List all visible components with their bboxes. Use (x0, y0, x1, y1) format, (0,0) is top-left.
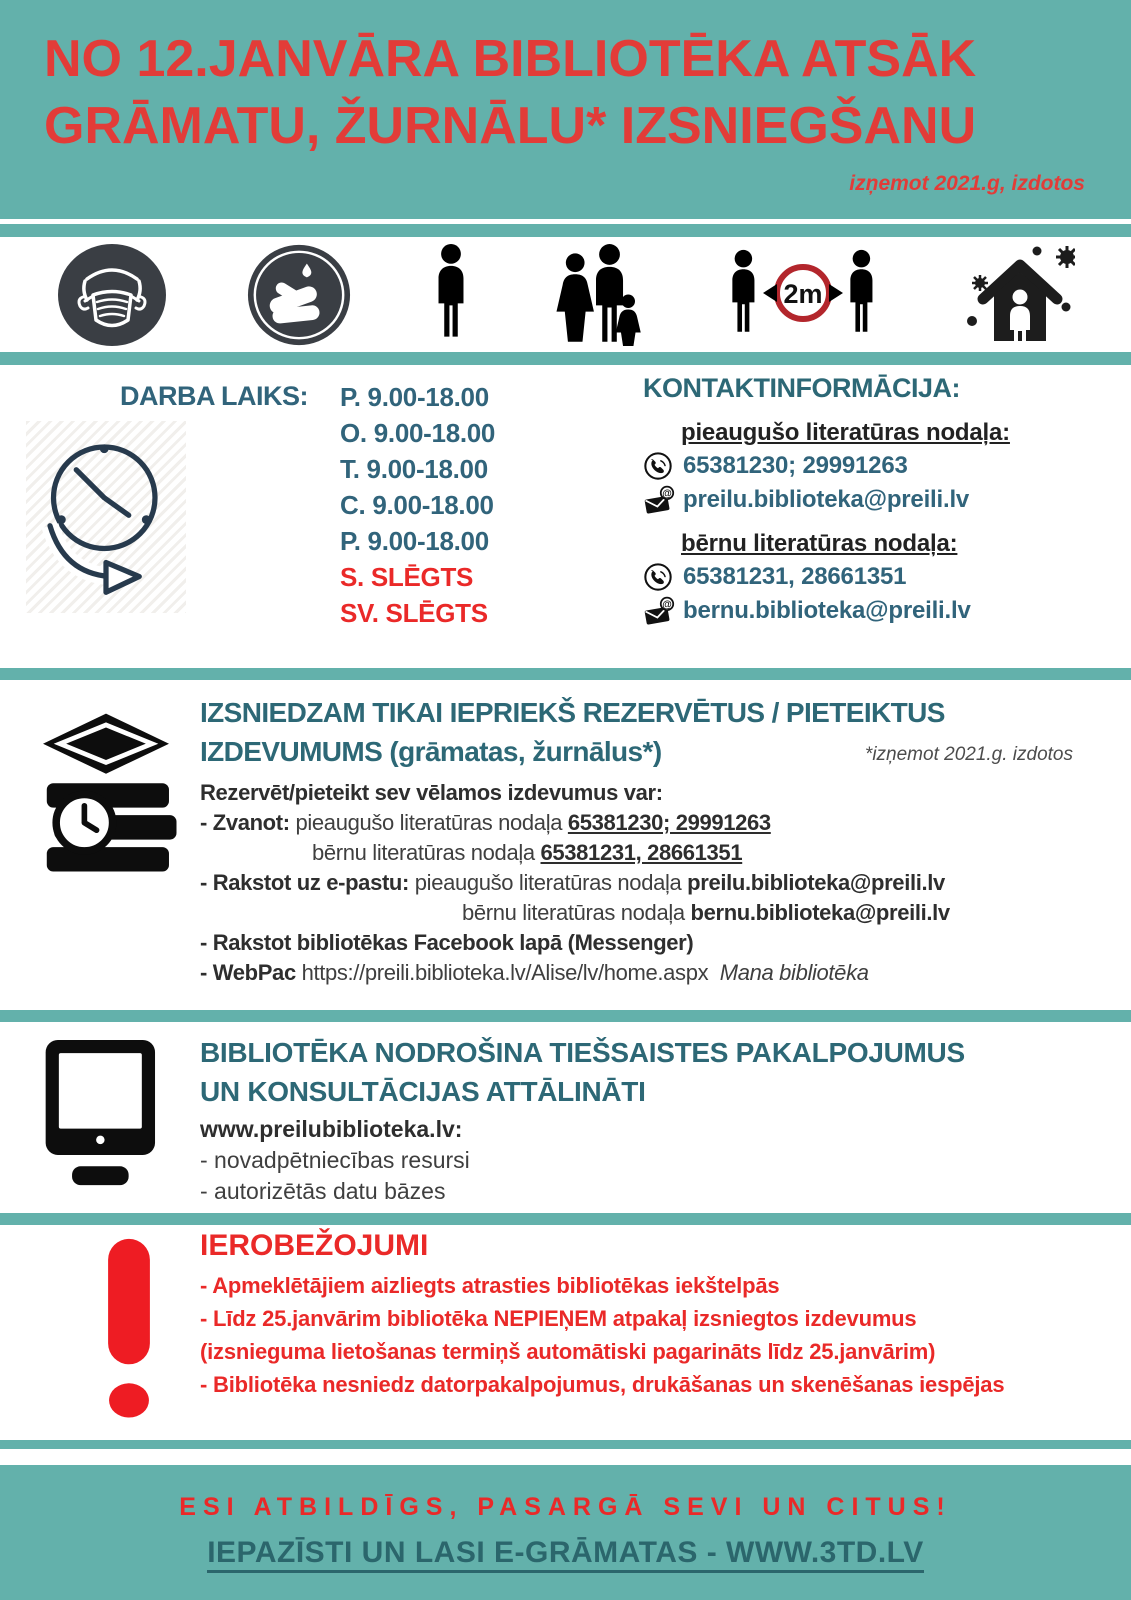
hours-row: T. 9.00-18.00 (340, 454, 488, 484)
reservation-phone-line2 (200, 838, 950, 868)
exclamation-icon (100, 1237, 158, 1432)
contacts-title: KONTAKTINFORMĀCIJA: (643, 373, 960, 403)
hours-row: O. 9.00-18.00 (340, 418, 496, 448)
reservation-heading-line1: IZSNIEDZAM TIKAI IEPRIEKŠ REZERVĒTUS / PIETEIKTUS (200, 697, 945, 728)
hours-row: P. 9.00-18.00 (340, 526, 489, 556)
zvanot-text: bērnu literatūras nodaļa (312, 840, 541, 865)
online-heading-line2: UN KONSULTĀCIJAS ATTĀLINĀTI (200, 1075, 646, 1107)
webpac-suffix: Mana bibliotēka (708, 960, 869, 985)
hours-row: P. 9.00-18.00 (340, 382, 489, 412)
hours-row: C. 9.00-18.00 (340, 490, 494, 520)
working-hours-label: DARBA LAIKS: (120, 381, 308, 411)
working-hours-list (340, 379, 495, 631)
distance-2m-label: 2m (783, 278, 823, 309)
reservation-heading (200, 694, 945, 771)
epastu-label: - Rakstot uz e-pastu: (200, 870, 415, 895)
reservation-note: *izņemot 2021.g. izdotos (864, 744, 1073, 765)
reservation-intro: Rezervēt/pieteikt sev vēlamos izdevumus var: (200, 780, 663, 805)
divider-teal (0, 668, 1131, 680)
hand-washing-icon (245, 243, 353, 347)
restriction-item: - Bibliotēka nesniedz datorpakalpojumus, drukāšanas un skenēšanas iespējas (200, 1372, 1005, 1397)
face-mask-icon (56, 243, 168, 347)
poster-title-line2: GRĀMATU, ŽURNĀLU* IZSNIEGŠANU (44, 96, 977, 155)
contact-email[interactable]: bernu.biblioteka@preili.lv (683, 596, 971, 624)
books-clock-icon (26, 708, 186, 901)
svg-text:@: @ (662, 598, 672, 610)
zvanot-phones: 65381230; 29991263 (567, 810, 771, 835)
footer-ebooks-link[interactable]: IEPAZĪSTI UN LASI E-GRĀMATAS - WWW.3TD.LV (207, 1536, 924, 1573)
epastu-text: pieaugušo literatūras nodaļa (414, 870, 688, 895)
family-icon (548, 243, 644, 347)
restriction-item: - Apmeklētājiem aizliegts atrasties bibliotēkas iekštelpās (200, 1273, 780, 1298)
footer-banner (0, 1465, 1131, 1600)
monitor-icon (40, 1038, 172, 1194)
divider-teal (0, 1010, 1131, 1022)
safety-icons-row (0, 237, 1131, 352)
contact-phone: 65381231, 28661351 (683, 562, 907, 590)
online-heading-line1: BIBLIOTĒKA NODROŠINA TIEŠSAISTES PAKALPOJUMUS (200, 1037, 965, 1068)
contact-heading: pieaugušo literatūras nodaļa: (681, 419, 1010, 446)
reservation-body (200, 778, 950, 988)
reservation-heading-line2: IZDEVUMUMS (grāmatas, žurnālus*) (200, 735, 662, 767)
contact-block-adult (643, 419, 1121, 515)
online-body (200, 1114, 470, 1207)
reservation-webpac-line (200, 958, 950, 988)
online-site[interactable]: www.preilubiblioteka.lv: (200, 1116, 463, 1142)
online-services-section (0, 1022, 1131, 1213)
contact-email-row (643, 484, 1121, 515)
divider-teal (0, 224, 1131, 237)
divider-white (0, 1449, 1131, 1465)
email-icon (643, 485, 675, 515)
header-banner (0, 0, 1131, 219)
epastu-email[interactable]: bernu.biblioteka@preili.lv (690, 900, 950, 925)
svg-text:@: @ (662, 487, 672, 499)
restriction-item: - Līdz 25.janvārim bibliotēka NEPIEŅEM atpakaļ izsniegtos izdevumus (200, 1306, 917, 1331)
distance-2m-icon (721, 245, 886, 345)
phone-icon (643, 451, 675, 481)
divider-teal (0, 1440, 1131, 1449)
hours-row-closed: SV. SLĒGTS (340, 598, 488, 628)
poster-subtitle: izņemot 2021.g, izdotos (849, 172, 1085, 195)
stay-home-icon (963, 245, 1075, 345)
webpac-label: - WebPac (200, 960, 302, 985)
online-item: - novadpētniecības resursi (200, 1147, 470, 1173)
divider-teal (0, 352, 1131, 365)
zvanot-phones: 65381231, 28661351 (540, 840, 743, 865)
poster-title-line1: NO 12.JANVĀRA BIBLIOTĒKA ATSĀK (44, 30, 977, 88)
restriction-item: (izsnieguma lietošanas termiņš automātiski pagarināts līdz 25.janvārim) (200, 1339, 936, 1364)
reservation-section (0, 680, 1131, 1010)
restrictions-heading: IEROBEŽOJUMI (200, 1229, 429, 1262)
working-hours-section (0, 365, 1131, 668)
restrictions-section (0, 1225, 1131, 1440)
clock-icon (26, 421, 186, 613)
person-icon (430, 243, 472, 347)
contact-phone-row (643, 450, 1121, 481)
footer-message: ESI ATBILDĪGS, PASARGĀ SEVI UN CITUS! (179, 1493, 952, 1521)
reservation-email-line2 (200, 898, 950, 928)
contact-email[interactable]: preilu.biblioteka@preili.lv (683, 485, 970, 513)
zvanot-label: - Zvanot: (200, 810, 296, 835)
phone-icon (643, 562, 675, 592)
epastu-text: bērnu literatūras nodaļa (462, 900, 691, 925)
divider-teal (0, 1213, 1131, 1225)
contacts-section (643, 373, 1121, 626)
restrictions-body (200, 1269, 1004, 1401)
zvanot-text: pieaugušo literatūras nodaļa (295, 810, 568, 835)
email-icon (643, 596, 675, 626)
online-item: - autorizētās datu bāzes (200, 1178, 446, 1204)
poster-title (0, 0, 1131, 159)
contact-heading: bērnu literatūras nodaļa: (681, 530, 958, 557)
reservation-email-line (200, 868, 950, 898)
contact-phone-row (643, 561, 1121, 592)
reservation-facebook-line: - Rakstot bibliotēkas Facebook lapā (Messenger) (200, 930, 694, 955)
webpac-url[interactable]: https://preili.biblioteka.lv/Alise/lv/home.aspx (301, 960, 709, 985)
reservation-phone-line (200, 808, 950, 838)
epastu-email[interactable]: preilu.biblioteka@preili.lv (687, 870, 945, 895)
online-heading (200, 1034, 965, 1111)
hours-row-closed: S. SLĒGTS (340, 562, 474, 592)
contact-email-row (643, 595, 1121, 626)
contact-phone: 65381230; 29991263 (683, 451, 908, 479)
contact-block-children (643, 530, 1121, 626)
